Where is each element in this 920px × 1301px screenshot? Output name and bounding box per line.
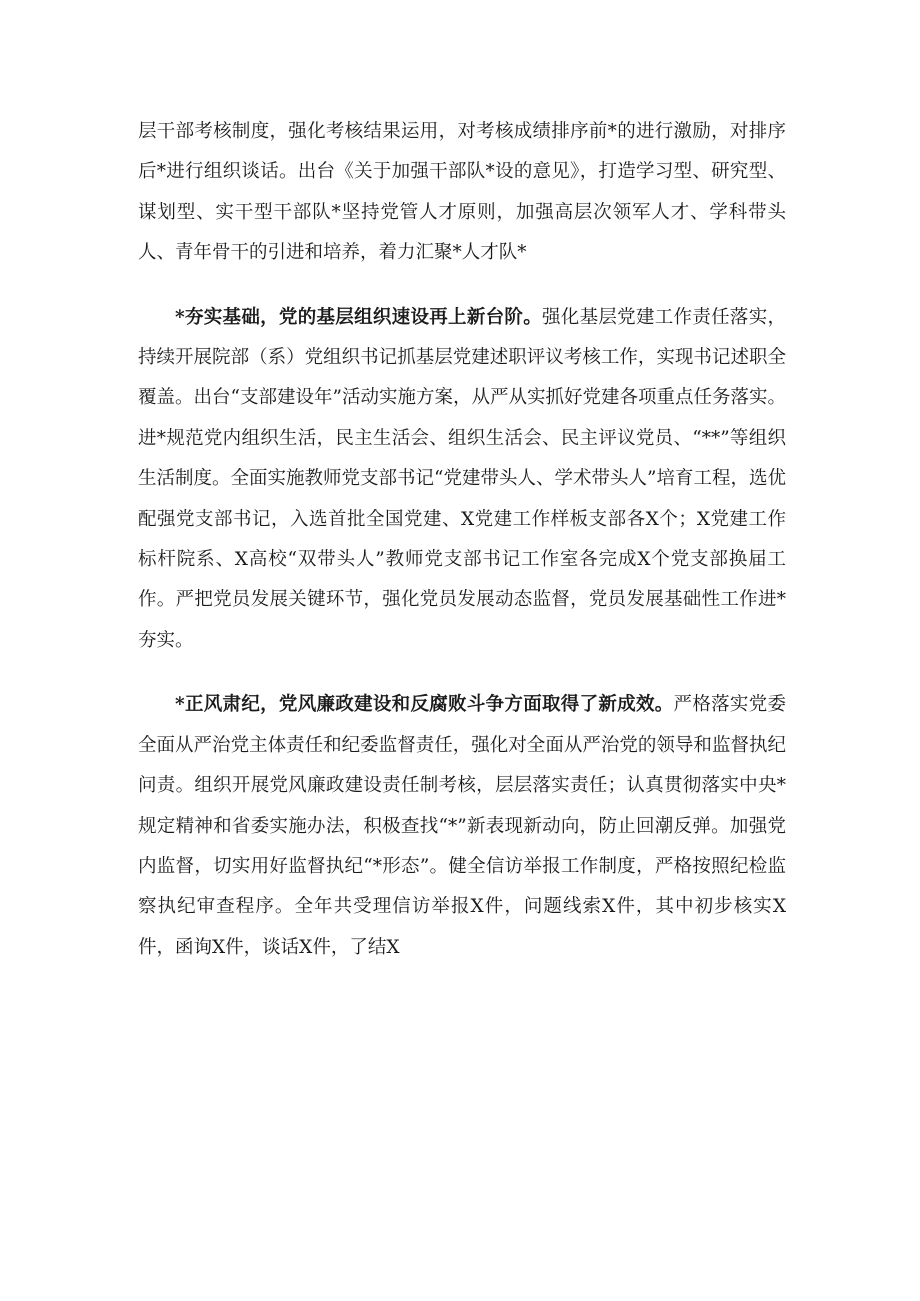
paragraph-1	[138, 112, 786, 274]
paragraph-2-heading: *夯实基础，党的基层组织速设再上新台阶。	[175, 306, 542, 328]
paragraph-3-text: 严格落实党委全面从严治党主体责任和纪委监督责任，强化对全面从严治党的领导和监督执纪问责。组织开展党风廉政建设责任制考核，层层落实责任；认真贯彻落实中央*规定精神和省委实施办法，积极查找“*”新表现新动向，防止回潮反弹。加强党内监督，切实用好监督执纪“*形态”。健全信访举报工作制度，严格按照纪检监察执纪审查程序。全年共受理信访举报X件，问题线索X件，其中初步核实X件，函询X件，谈话X件，了结X	[138, 694, 786, 958]
paragraph-2	[138, 298, 786, 662]
paragraph-1-text: 层干部考核制度，强化考核结果运用，对考核成绩排序前*的进行激励，对排序后*进行组织谈话。出台《关于加强干部队*设的意见》，打造学习型、研究型、谋划型、实干型干部队*坚持党管人才原则，加强高层次领军人才、学科带头人、青年骨干的引进和培养，着力汇聚*人才队*	[138, 121, 786, 264]
paragraph-2-text: 强化基层党建工作责任落实，持续开展院部（系）党组织书记抓基层党建述职评议考核工作，实现书记述职全覆盖。出台“支部建设年”活动实施方案，从严从实抓好党建各项重点任务落实。进*规范党内组织生活，民主生活会、组织生活会、民主评议党员、“**”等组织生活制度。全面实施教师党支部书记“党建带头人、学术带头人”培育工程，选优配强党支部书记，入选首批全国党建、X党建工作样板支部各X个；X党建工作标杆院系、X高校“双带头人”教师党支部书记工作室各完成X个党支部换届工作。严把党员发展关键环节，强化党员发展动态监督，党员发展基础性工作进*夯实。	[138, 306, 786, 651]
paragraph-3	[138, 685, 786, 968]
paragraph-3-heading: *正风肃纪，党风廉政建设和反腐败斗争方面取得了新成效。	[175, 694, 674, 716]
document-body	[138, 112, 786, 968]
